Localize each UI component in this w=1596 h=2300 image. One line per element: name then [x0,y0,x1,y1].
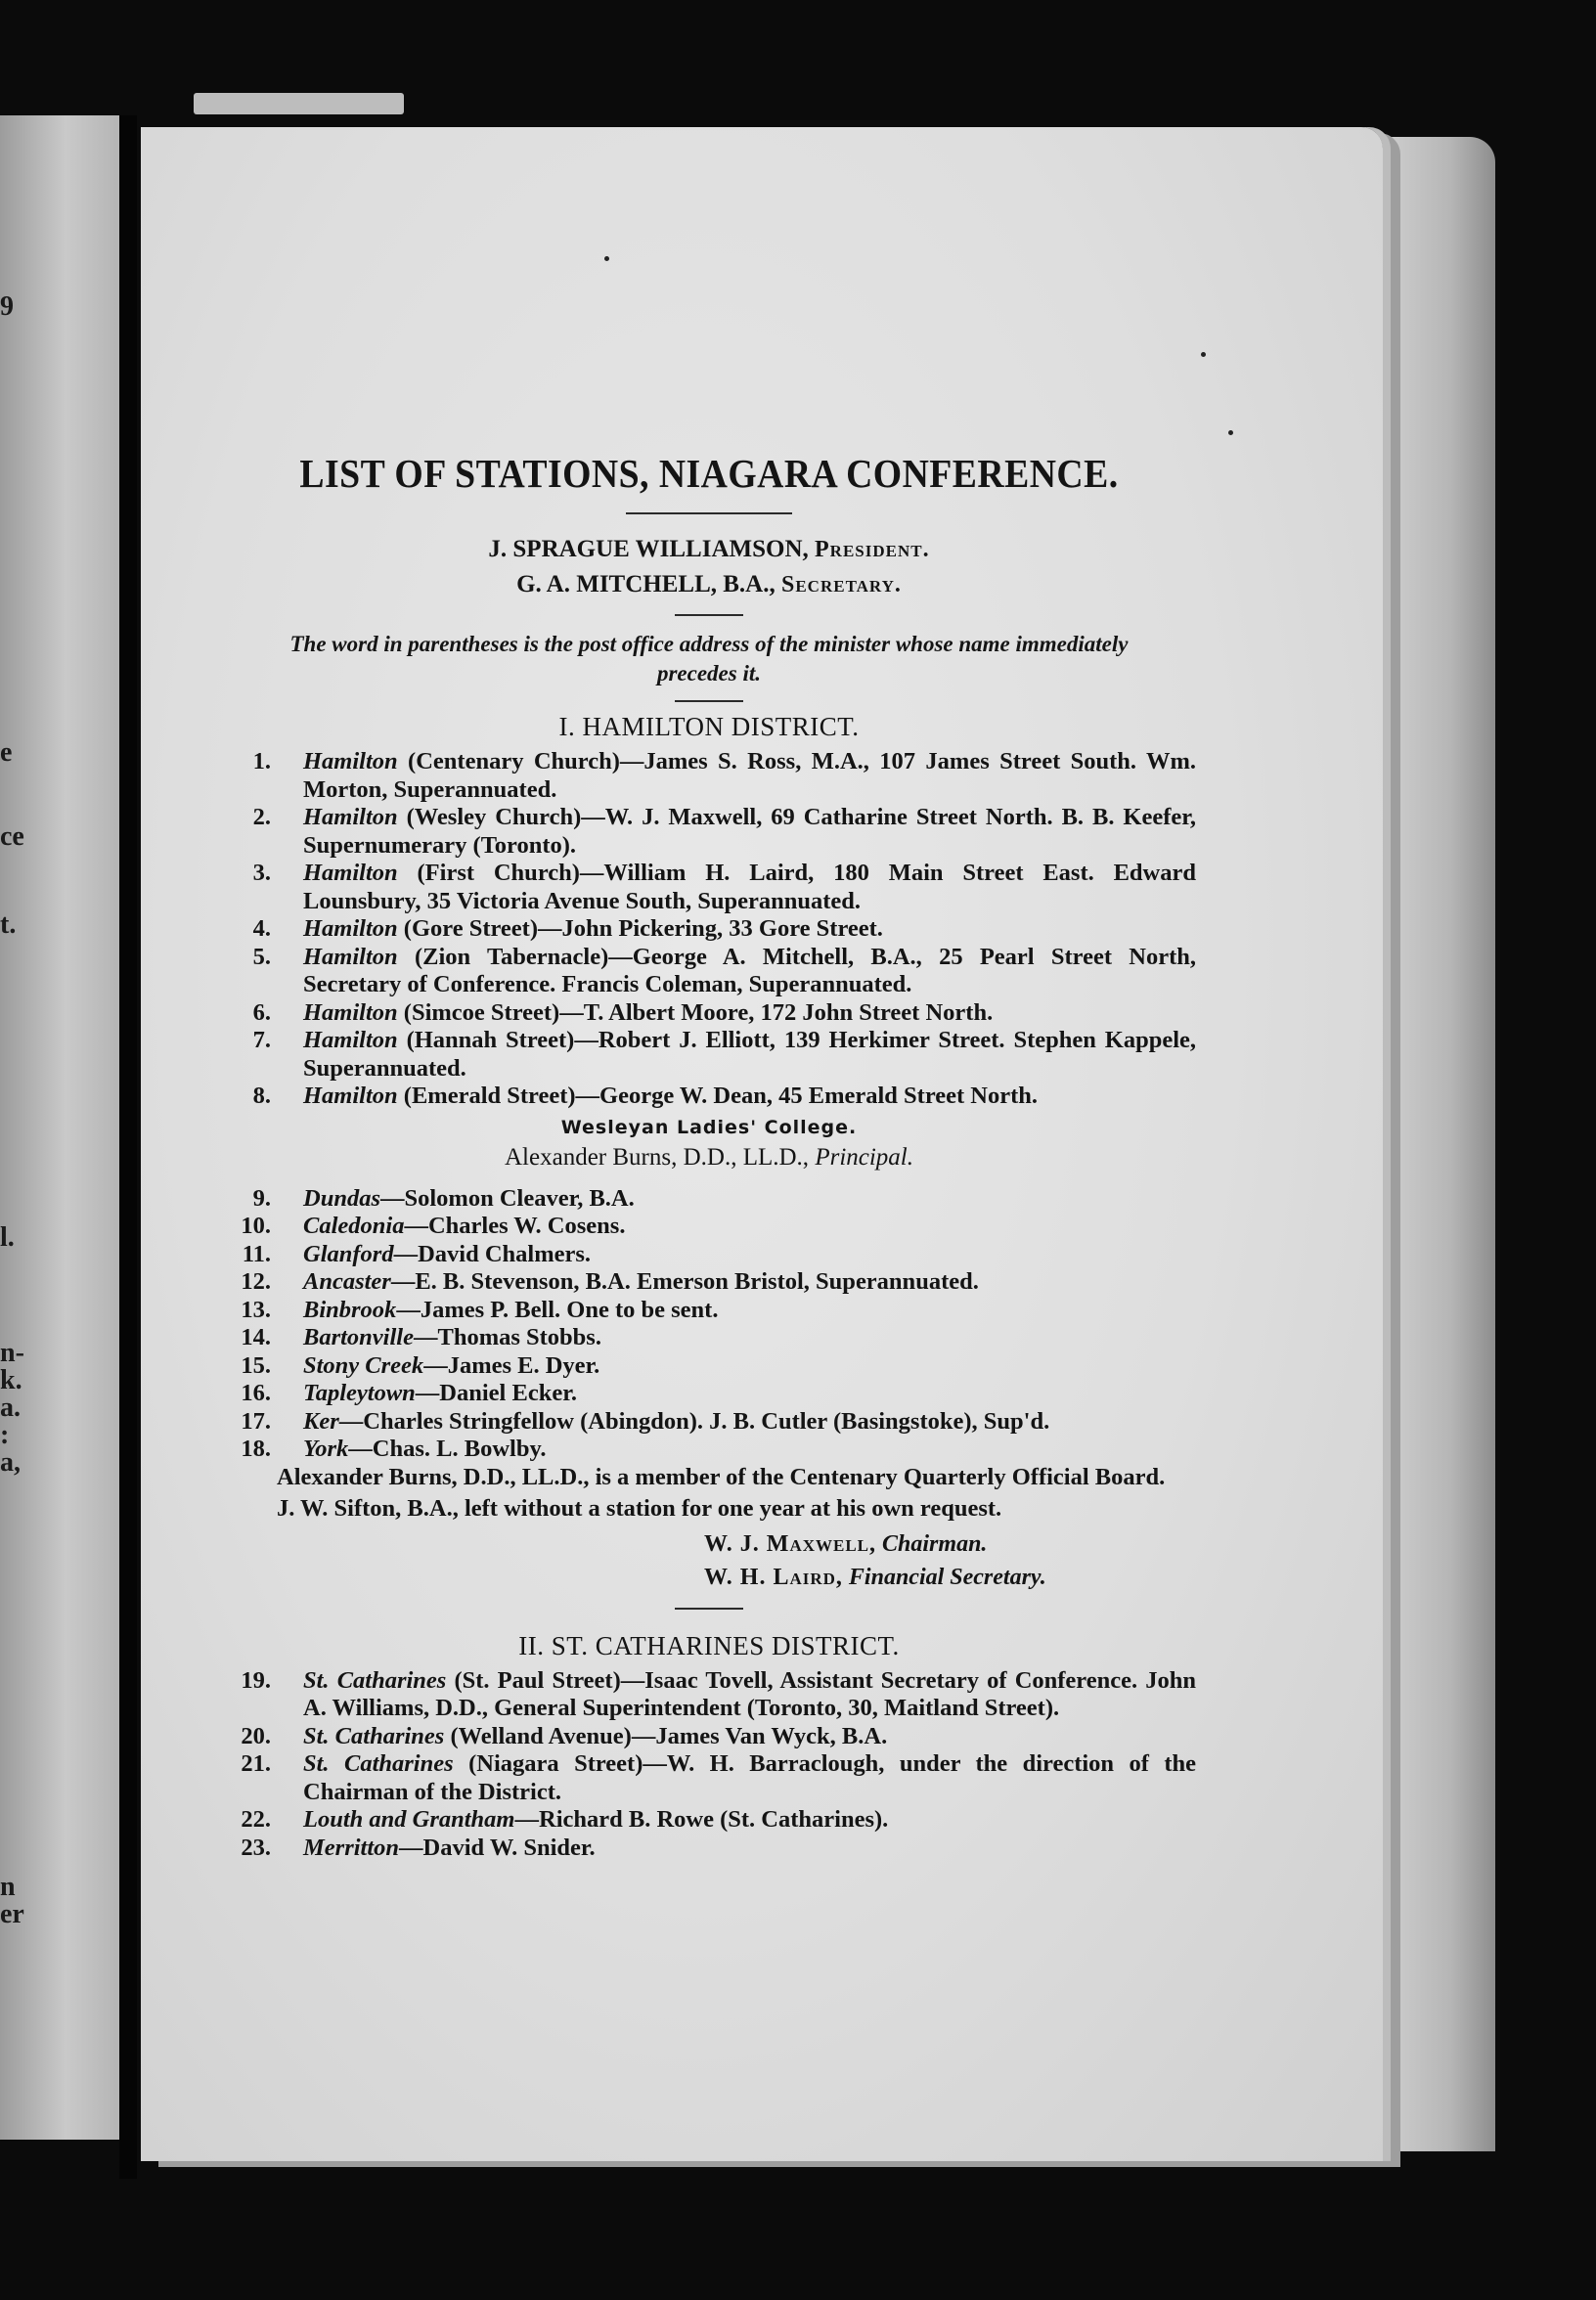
left-page-fragment: n- [0,1338,24,1368]
left-page-fragment: : [0,1420,10,1450]
ink-speck [1201,352,1206,357]
station-details: —James E. Dyer. [423,1351,600,1379]
college-title: Wesleyan Ladies' College. [560,1116,858,1138]
station-number: 4. [252,915,271,942]
station-entry [220,748,1198,804]
station-details: —Charles Stringfellow (Abingdon). J. B. Cutler (Basingstoke), Sup'd. [338,1407,1050,1435]
president-name: J. SPRAGUE WILLIAMSON, [488,536,809,562]
station-number: 15. [241,1351,271,1379]
district-title-st-catharines: II. ST. CATHARINES DISTRICT. [518,1630,900,1660]
station-entry [220,1268,1198,1297]
station-place: Hamilton [303,804,398,830]
station-details: (Emerald Street)—George W. Dean, 45 Emerald Street North. [397,1083,1039,1109]
chairman-signature [220,1527,1198,1561]
left-page-fragment: k. [0,1365,22,1395]
station-details: (Simcoe Street)—T. Albert Moore, 172 John Street North. [397,998,994,1026]
station-place: Caledonia [303,1213,405,1239]
station-entry [220,1380,1198,1408]
station-entry [220,1436,1198,1464]
station-place: Hamilton [303,1083,398,1109]
station-number: 10. [241,1213,271,1239]
station-number: 6. [252,998,271,1026]
left-page-fragment: a, [0,1447,21,1478]
station-entry [220,1835,1198,1863]
station-number: 16. [241,1380,271,1406]
note-rule [675,700,743,702]
president-role: President. [815,537,930,562]
scan-tab-strip [194,93,404,114]
station-entry [220,1241,1198,1269]
college-principal-role: Principal. [815,1143,913,1171]
station-place: Tapleytown [303,1380,416,1406]
station-details: —David Chalmers. [393,1240,592,1267]
ink-speck [604,256,609,261]
financial-secretary-role: Financial Secretary. [848,1564,1046,1590]
station-entry [220,1213,1198,1241]
station-entry [220,1806,1198,1835]
station-details: (Wesley Church)—W. J. Maxwell, 69 Catharine Street North. B. B. Keefer, Supernumerary (Toronto). [303,804,1196,859]
station-details: (Welland Avenue)—James Van Wyck, B.A. [444,1722,888,1749]
station-entry [220,1352,1198,1381]
adjacent-page-edge [0,115,119,2140]
station-place: York [303,1436,349,1462]
station-place: Hamilton [303,943,398,970]
station-place: Bartonville [303,1324,414,1350]
ink-speck [1228,430,1233,435]
page-stack-edge [1383,137,1495,2151]
station-number: 13. [241,1296,271,1323]
station-entry [220,1324,1198,1352]
station-details: —Richard B. Rowe (St. Catharines). [514,1806,889,1833]
officer-rule [675,614,743,616]
station-details: —David W. Snider. [399,1834,596,1861]
station-place: Binbrook [303,1296,397,1323]
station-number: 3. [252,860,271,886]
district-entries [220,1185,1198,1464]
station-entry [220,944,1198,999]
station-details: (Niagara Street)—W. H. Barraclough, under the direction of the Chairman of the District. [303,1750,1196,1805]
station-number: 20. [241,1722,271,1749]
station-number: 19. [241,1666,271,1694]
financial-secretary-name: W. H. Laird, [704,1564,843,1590]
station-details: —Solomon Cleaver, B.A. [379,1184,635,1212]
station-details: (Centenary Church)—James S. Ross, M.A., 107 James Street South. Wm. Morton, Superannuated. [303,748,1196,803]
station-details: (Zion Tabernacle)—George A. Mitchell, B.A., 25 Pearl Street North, Secretary of Conference. Francis Coleman, Superannuated. [303,943,1196,997]
left-page-fragment: l. [0,1222,15,1253]
district-rule [675,1608,743,1610]
college-principal-line [220,1140,1198,1175]
station-place: St. Catharines [303,1750,454,1777]
station-entry [220,1667,1198,1723]
station-place: Ancaster [303,1268,391,1295]
station-details: —James P. Bell. One to be sent. [396,1296,719,1323]
college-principal-name: Alexander Burns, D.D., LL.D., [505,1143,810,1171]
station-place: Glanford [303,1240,394,1267]
station-details: (Gore Street)—John Pickering, 33 Gore Street. [397,915,883,942]
station-place: Louth and Grantham [303,1806,515,1833]
station-number: 7. [252,1027,271,1053]
station-place: Hamilton [303,1027,398,1053]
station-number: 8. [252,1083,271,1109]
hamilton-entries [220,748,1198,1111]
chairman-name: W. J. Maxwell, [704,1530,877,1557]
station-number: 17. [241,1407,271,1435]
station-place: Ker [303,1407,339,1435]
station-entry [220,999,1198,1028]
station-number: 1. [252,748,271,774]
station-entry [220,1408,1198,1437]
book-gutter [119,115,137,2179]
parentheses-note: The word in parentheses is the post office address of the minister whose name immediately precedes it. [289,632,1129,686]
left-page-fragment: 9 [0,291,14,322]
station-details: (Hannah Street)—Robert J. Elliott, 139 Herkimer Street. Stephen Kappele, Superannuated. [303,1027,1196,1082]
station-number: 9. [252,1184,271,1212]
secretary-role: Secretary. [780,572,902,597]
left-page-fragment: e [0,737,13,768]
station-number: 2. [252,804,271,830]
station-number: 12. [241,1268,271,1295]
president-line [220,532,1198,567]
sifton-note: J. W. Sifton, B.A., left without a station for one year at his own request. [277,1495,1002,1522]
station-place: Stony Creek [303,1351,424,1379]
station-number: 22. [241,1806,271,1833]
chairman-role: Chairman. [882,1530,988,1557]
station-place: Hamilton [303,748,398,774]
station-details: —Charles W. Cosens. [404,1213,626,1239]
station-details: —Thomas Stobbs. [413,1324,601,1350]
station-entry [220,1027,1198,1083]
station-place: St. Catharines [303,1666,447,1694]
station-details: (First Church)—William H. Laird, 180 Main Street East. Edward Lounsbury, 35 Victoria Avenue South, Superannuated. [303,860,1196,914]
station-entry [220,860,1198,915]
left-page-fragment: a. [0,1393,21,1423]
station-details: (St. Paul Street)—Isaac Tovell, Assistant Secretary of Conference. John A. Williams, D.D., General Superintendent (Toronto, 30, Maitland Street). [303,1666,1196,1721]
station-details: —Daniel Ecker. [415,1380,577,1406]
station-entry [220,1297,1198,1325]
station-number: 18. [241,1436,271,1462]
station-place: Hamilton [303,915,398,942]
secretary-line [220,567,1198,602]
station-place: St. Catharines [303,1722,445,1749]
station-number: 5. [252,943,271,970]
page-content [220,430,1198,1862]
station-number: 23. [241,1834,271,1861]
burns-note: Alexander Burns, D.D., LL.D., is a member of the Centenary Quarterly Official Board. [277,1463,1166,1490]
station-entry [220,915,1198,944]
station-details: —Chas. L. Bowlby. [348,1436,547,1462]
station-entry [220,1750,1198,1806]
station-place: Dundas [303,1184,380,1212]
station-place: Hamilton [303,998,398,1026]
left-page-fragment: t. [0,909,17,940]
station-entry [220,1723,1198,1751]
station-number: 14. [241,1324,271,1350]
station-details: —E. B. Stevenson, B.A. Emerson Bristol, Superannuated. [390,1268,979,1295]
station-place: Hamilton [303,860,398,886]
title-rule [626,512,792,514]
district-title-hamilton: I. HAMILTON DISTRICT. [558,712,860,741]
page-title: LIST OF STATIONS, NIAGARA CONFERENCE. [299,451,1119,496]
station-entry [220,1185,1198,1214]
station-number: 11. [242,1240,271,1267]
station-entry [220,804,1198,860]
left-page-fragment: n [0,1872,16,1902]
st-catharines-entries [220,1667,1198,1863]
left-page-fragment: ce [0,821,24,852]
station-place: Merritton [303,1834,400,1861]
station-number: 21. [241,1750,271,1777]
secretary-name: G. A. MITCHELL, B.A., [516,571,776,597]
left-page-fragment: er [0,1899,24,1929]
financial-secretary-signature [220,1561,1198,1594]
station-entry [220,1083,1198,1111]
